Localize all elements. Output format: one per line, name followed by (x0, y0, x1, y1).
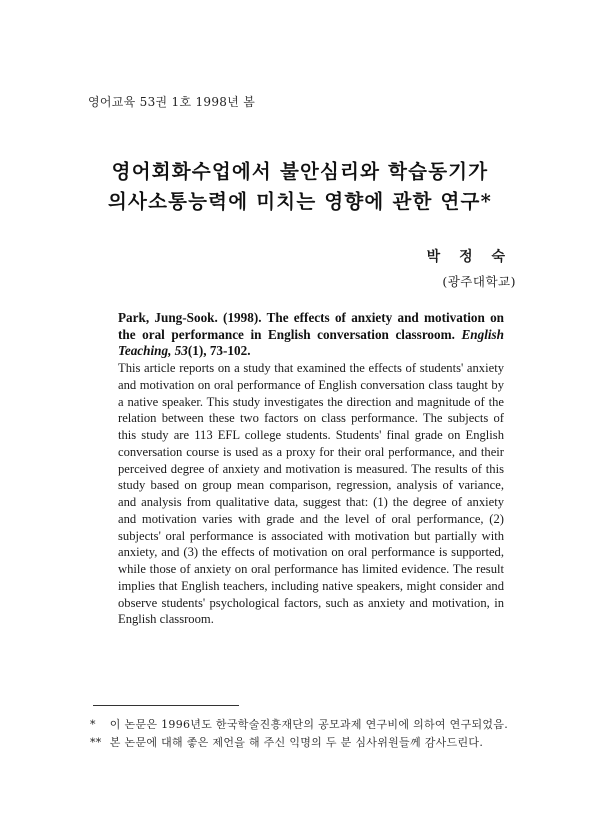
citation-issue-pages: (1), 73-102. (187, 343, 251, 358)
author-name: 박 정 숙 (426, 249, 512, 265)
footnote-2 (90, 734, 483, 750)
abstract-text: This article reports on a study that examined the effects of students' anxiety and motivation on oral performance of English conversation class taught by a native speaker. This study investigates the direction and magnitude of the relation between these two factors on class performance. The subjects of this study are 113 EFL college students. Students' final grade on English conversation course is used as a proxy for their oral performance, and their perceived degree of anxiety and motivation is measured. The results of this study based on group mean comparison, regression, analysis of variance, and analysis from qualitative data, suggest that: (1) the degree of anxiety and motivation varies with grade and the level of oral performance, (2) subjects' oral performance is associated with motivation but partially with anxiety, and (3) the effects of motivation on oral performance is supported, while those of anxiety on oral performance has limited evidence. The result implies that English teachers, including native speakers, might consider and observe students' psychological factors, such as anxiety and motivation, in English classroom. (118, 361, 504, 627)
footnote-divider (93, 705, 239, 706)
citation-journal: English Teaching, (118, 326, 504, 358)
footnote-1-text: 이 논문은 1996년도 한국학술진흥재단의 공모과제 연구비에 의하여 연구되었음. (109, 718, 509, 731)
citation-block (118, 310, 504, 360)
title-line-1: 영어회화수업에서 불안심리와 학습동기가 (111, 160, 489, 183)
title-line-2: 의사소통능력에 미치는 영향에 관한 연구* (108, 190, 492, 213)
citation-authors-year: Park, Jung-Sook. (1998). (118, 310, 262, 325)
footnote-2-text: 본 논문에 대해 좋은 제언을 해 주신 익명의 두 분 심사위원들께 감사드린다. (109, 736, 484, 749)
footnote-2-mark: ** (90, 736, 102, 749)
footnote-1 (90, 716, 508, 732)
journal-header: 영어교육 53권 1호 1998년 봄 (88, 95, 256, 109)
citation-volume: 53 (174, 343, 188, 358)
author-affiliation: (광주대학교) (442, 274, 516, 289)
footnote-1-mark: * (90, 718, 96, 731)
citation-article-title: The effects of anxiety and motivation on the oral performance in English conversation classroom. (118, 310, 505, 342)
